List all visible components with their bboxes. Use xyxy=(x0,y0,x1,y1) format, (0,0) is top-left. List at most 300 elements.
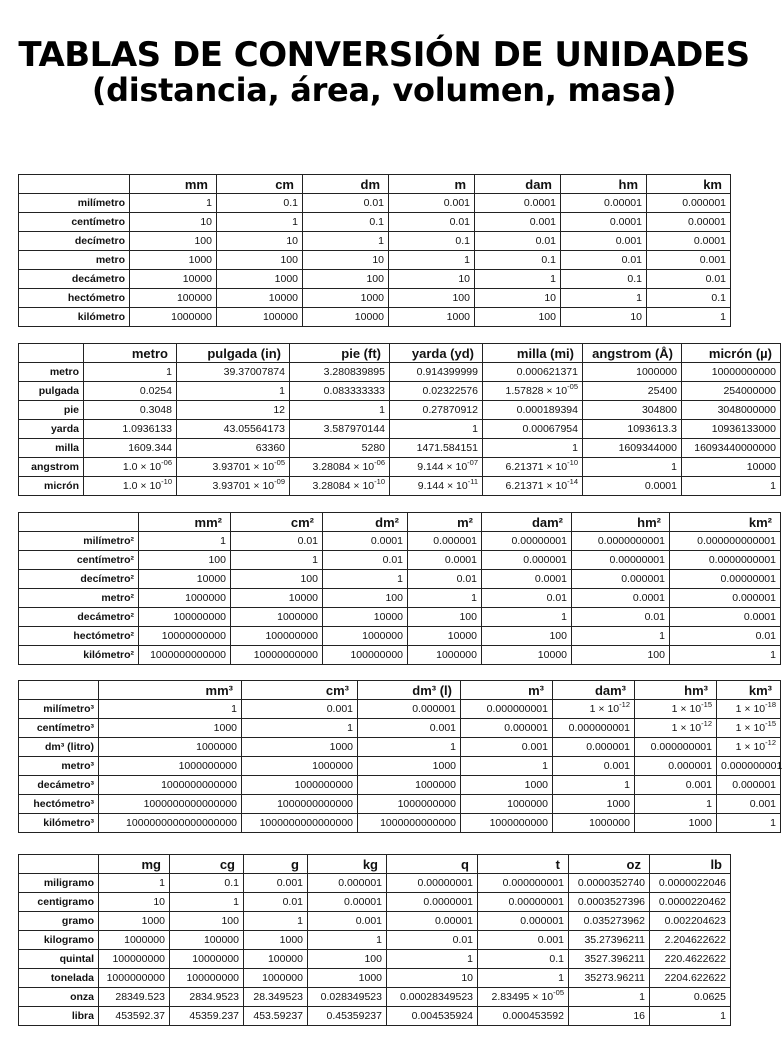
value-cell: 0.27870912 xyxy=(390,401,483,420)
value-cell: 1000000 xyxy=(139,589,231,608)
value-cell: 100000000 xyxy=(170,969,244,988)
value-cell: 3.280839895 xyxy=(290,363,390,382)
value-cell: 0.000000001 xyxy=(717,757,781,776)
value-cell: 43.05564173 xyxy=(177,420,290,439)
value-cell: 100 xyxy=(572,646,670,665)
value-cell: 1000000 xyxy=(244,969,308,988)
value-cell: 10936133000 xyxy=(682,420,781,439)
column-header: pulgada (in) xyxy=(177,344,290,363)
value-cell: 100000000 xyxy=(139,608,231,627)
value-cell: 0.001 xyxy=(475,213,561,232)
table-row xyxy=(19,893,731,912)
row-header: milla xyxy=(19,439,84,458)
value-cell: 1000 xyxy=(389,308,475,327)
table-distancia xyxy=(18,174,731,327)
value-cell: 0.000001 xyxy=(408,532,482,551)
value-cell: 0.0000220462 xyxy=(650,893,731,912)
value-cell: 0.000000001 xyxy=(478,874,569,893)
value-cell: 0.01 xyxy=(482,589,572,608)
value-cell: $3.93701 \times 10^{-09}$ xyxy=(177,477,290,496)
value-cell: 0.0000352740 xyxy=(569,874,650,893)
column-header: dm xyxy=(303,175,389,194)
column-header: t xyxy=(478,855,569,874)
value-cell: 0.000001 xyxy=(717,776,781,795)
table-row xyxy=(19,969,731,988)
table-volumen xyxy=(18,680,781,833)
value-cell: 0.000000001 xyxy=(461,700,553,719)
value-cell: 1 xyxy=(139,532,231,551)
value-cell: 0.01 xyxy=(647,270,731,289)
column-header: oz xyxy=(569,855,650,874)
table-row xyxy=(19,912,731,931)
value-cell: 100 xyxy=(389,289,475,308)
value-cell: 1 xyxy=(99,874,170,893)
value-cell: 1 xyxy=(290,401,390,420)
value-cell: 0.1 xyxy=(303,213,389,232)
row-header: centímetro³ xyxy=(19,719,99,738)
value-cell: 0.00000001 xyxy=(670,570,781,589)
value-cell: 100 xyxy=(475,308,561,327)
value-cell: 10000 xyxy=(130,270,217,289)
value-cell: 1 xyxy=(170,893,244,912)
value-cell: 1 xyxy=(308,931,387,950)
table-row xyxy=(19,551,781,570)
value-cell: 1000000000000 xyxy=(139,646,231,665)
column-header: cm² xyxy=(231,513,323,532)
value-cell: 10 xyxy=(130,213,217,232)
value-cell: 1 xyxy=(561,289,647,308)
value-cell: 0.01 xyxy=(670,627,781,646)
table-row xyxy=(19,477,781,496)
value-cell: 0.000189394 xyxy=(483,401,583,420)
column-header: dam xyxy=(475,175,561,194)
table-row xyxy=(19,213,731,232)
value-cell: 0.000001 xyxy=(308,874,387,893)
value-cell: 0.000001 xyxy=(553,738,635,757)
value-cell: 100 xyxy=(303,270,389,289)
column-header: mm² xyxy=(139,513,231,532)
table-row xyxy=(19,251,731,270)
row-header: decímetro² xyxy=(19,570,139,589)
value-cell: 10000 xyxy=(482,646,572,665)
value-cell: 0.0001 xyxy=(475,194,561,213)
value-cell: 1 xyxy=(389,251,475,270)
value-cell: 0.1 xyxy=(475,251,561,270)
value-cell: 0.0000000001 xyxy=(670,551,781,570)
value-cell: 0.000000001 xyxy=(635,738,717,757)
row-header: dm³ (litro) xyxy=(19,738,99,757)
row-header: milímetro² xyxy=(19,532,139,551)
value-cell: 1000 xyxy=(635,814,717,833)
value-cell: $1 \times 10^{-18}$ xyxy=(717,700,781,719)
row-header: tonelada xyxy=(19,969,99,988)
column-header: hm² xyxy=(572,513,670,532)
value-cell: 1 xyxy=(358,738,461,757)
column-header: m³ xyxy=(461,681,553,700)
row-header: kilogramo xyxy=(19,931,99,950)
table-row xyxy=(19,308,731,327)
row-header: pie xyxy=(19,401,84,420)
row-header: decámetro² xyxy=(19,608,139,627)
header-row xyxy=(19,344,781,363)
value-cell: 10000 xyxy=(323,608,408,627)
value-cell: 1000 xyxy=(461,776,553,795)
row-header: metro xyxy=(19,251,130,270)
row-header: pulgada xyxy=(19,382,84,401)
value-cell: 1000000 xyxy=(242,757,358,776)
value-cell: 0.001 xyxy=(242,700,358,719)
value-cell: 100 xyxy=(139,551,231,570)
table-distancia-imperial xyxy=(18,343,781,496)
row-header: libra xyxy=(19,1007,99,1026)
column-header: dm² xyxy=(323,513,408,532)
column-header: m xyxy=(389,175,475,194)
table-area xyxy=(18,512,781,665)
value-cell: 0.1 xyxy=(561,270,647,289)
value-cell: $9.144 \times 10^{-11}$ xyxy=(390,477,483,496)
header-row xyxy=(19,681,781,700)
value-cell: 0.0001 xyxy=(647,232,731,251)
column-header: cm xyxy=(217,175,303,194)
value-cell: 1000000 xyxy=(323,627,408,646)
table-row xyxy=(19,719,781,738)
value-cell: 1000 xyxy=(99,912,170,931)
value-cell: 1000000000000000000 xyxy=(99,814,242,833)
value-cell: 28349.523 xyxy=(99,988,170,1007)
value-cell: 0.000001 xyxy=(358,700,461,719)
value-cell: 1 xyxy=(177,382,290,401)
row-header: onza xyxy=(19,988,99,1007)
value-cell: 0.0001 xyxy=(408,551,482,570)
value-cell: 10000000000 xyxy=(139,627,231,646)
value-cell: 10000 xyxy=(217,289,303,308)
row-header: metro³ xyxy=(19,757,99,776)
column-header: kg xyxy=(308,855,387,874)
value-cell: 0.914399999 xyxy=(390,363,483,382)
column-header: metro xyxy=(84,344,177,363)
value-cell: 1 xyxy=(231,551,323,570)
value-cell: 0.01 xyxy=(408,570,482,589)
value-cell: 1.0936133 xyxy=(84,420,177,439)
row-header: micrón xyxy=(19,477,84,496)
column-header: mm xyxy=(130,175,217,194)
table-row xyxy=(19,382,781,401)
value-cell: 1 xyxy=(323,570,408,589)
table-row xyxy=(19,608,781,627)
value-cell: 254000000 xyxy=(682,382,781,401)
value-cell: 1000 xyxy=(303,289,389,308)
value-cell: 10 xyxy=(475,289,561,308)
value-cell: 10000000 xyxy=(170,950,244,969)
table-row xyxy=(19,738,781,757)
value-cell: 1000 xyxy=(308,969,387,988)
value-cell: 0.0254 xyxy=(84,382,177,401)
title-line-2: (distancia, área, volumen, masa) xyxy=(91,70,677,109)
value-cell: 0.0625 xyxy=(650,988,731,1007)
row-header: decímetro xyxy=(19,232,130,251)
page-title xyxy=(0,35,768,109)
table-row xyxy=(19,931,731,950)
value-cell: 0.0003527396 xyxy=(569,893,650,912)
table-row xyxy=(19,420,781,439)
value-cell: 0.3048 xyxy=(84,401,177,420)
value-cell: 1000000 xyxy=(583,363,682,382)
value-cell: 100 xyxy=(482,627,572,646)
value-cell: 100 xyxy=(308,950,387,969)
row-header: kilómetro³ xyxy=(19,814,99,833)
value-cell: 35.27396211 xyxy=(569,931,650,950)
table-row xyxy=(19,757,781,776)
table-row xyxy=(19,270,731,289)
column-header: yarda (yd) xyxy=(390,344,483,363)
value-cell: 1 xyxy=(475,270,561,289)
row-header: hectómetro² xyxy=(19,627,139,646)
value-cell: 0.1 xyxy=(389,232,475,251)
column-header: km³ xyxy=(717,681,781,700)
row-header: decámetro xyxy=(19,270,130,289)
table-row xyxy=(19,232,731,251)
value-cell: 0.0000022046 xyxy=(650,874,731,893)
value-cell: 10 xyxy=(389,270,475,289)
value-cell: 1000000000 xyxy=(461,814,553,833)
value-cell: 10 xyxy=(99,893,170,912)
value-cell: 1 xyxy=(130,194,217,213)
table-row xyxy=(19,363,781,382)
value-cell: 100 xyxy=(170,912,244,931)
value-cell: 100 xyxy=(408,608,482,627)
row-header: yarda xyxy=(19,420,84,439)
value-cell: 0.01 xyxy=(475,232,561,251)
value-cell: 0.000001 xyxy=(461,719,553,738)
value-cell: 0.1 xyxy=(647,289,731,308)
value-cell: 453592.37 xyxy=(99,1007,170,1026)
table-row xyxy=(19,988,731,1007)
value-cell: 1000000 xyxy=(408,646,482,665)
value-cell: $3.28084 \times 10^{-10}$ xyxy=(290,477,390,496)
value-cell: 0.01 xyxy=(231,532,323,551)
value-cell: 1 xyxy=(650,1007,731,1026)
value-cell: 1 xyxy=(387,950,478,969)
value-cell: 10000000000 xyxy=(682,363,781,382)
value-cell: 1 xyxy=(717,814,781,833)
value-cell: 1 xyxy=(408,589,482,608)
value-cell: 0.0001 xyxy=(482,570,572,589)
table-row xyxy=(19,1007,731,1026)
value-cell: 100000 xyxy=(244,950,308,969)
value-cell: 39.37007874 xyxy=(177,363,290,382)
value-cell: 1 xyxy=(682,477,781,496)
column-header: mm³ xyxy=(99,681,242,700)
value-cell: 10 xyxy=(303,251,389,270)
value-cell: 0.01 xyxy=(244,893,308,912)
column-header: dam² xyxy=(482,513,572,532)
value-cell: 100 xyxy=(323,589,408,608)
value-cell: 0.00001 xyxy=(647,213,731,232)
column-header: micrón (µ) xyxy=(682,344,781,363)
value-cell: 0.000001 xyxy=(647,194,731,213)
value-cell: $3.28084 \times 10^{-06}$ xyxy=(290,458,390,477)
value-cell: 1000000000 xyxy=(99,757,242,776)
value-cell: $9.144 \times 10^{-07}$ xyxy=(390,458,483,477)
value-cell: 0.00028349523 xyxy=(387,988,478,1007)
row-header: hectómetro³ xyxy=(19,795,99,814)
value-cell: 0.000001 xyxy=(478,912,569,931)
value-cell: 1 xyxy=(569,988,650,1007)
row-header: kilómetro xyxy=(19,308,130,327)
column-header: hm³ xyxy=(635,681,717,700)
corner-cell xyxy=(19,681,99,700)
value-cell: 2834.9523 xyxy=(170,988,244,1007)
value-cell: 1 xyxy=(303,232,389,251)
value-cell: 0.001 xyxy=(358,719,461,738)
value-cell: 0.001 xyxy=(244,874,308,893)
value-cell: 16 xyxy=(569,1007,650,1026)
table-row xyxy=(19,570,781,589)
value-cell: 35273.96211 xyxy=(569,969,650,988)
value-cell: 0.01 xyxy=(303,194,389,213)
value-cell: 0.004535924 xyxy=(387,1007,478,1026)
value-cell: 0.00001 xyxy=(308,893,387,912)
value-cell: 0.45359237 xyxy=(308,1007,387,1026)
table-row xyxy=(19,439,781,458)
value-cell: 45359.237 xyxy=(170,1007,244,1026)
value-cell: 3048000000 xyxy=(682,401,781,420)
value-cell: 0.1 xyxy=(478,950,569,969)
value-cell: 1 xyxy=(461,757,553,776)
value-cell: 0.01 xyxy=(572,608,670,627)
value-cell: 0.001 xyxy=(553,757,635,776)
value-cell: 1 xyxy=(84,363,177,382)
column-header: cm³ xyxy=(242,681,358,700)
value-cell: 0.000001 xyxy=(635,757,717,776)
table-row xyxy=(19,532,781,551)
value-cell: 0.00000001 xyxy=(478,893,569,912)
column-header: angstrom (Å) xyxy=(583,344,682,363)
column-header: km² xyxy=(670,513,781,532)
value-cell: 0.028349523 xyxy=(308,988,387,1007)
value-cell: 304800 xyxy=(583,401,682,420)
column-header: lb xyxy=(650,855,731,874)
value-cell: 1 xyxy=(647,308,731,327)
value-cell: 0.00067954 xyxy=(483,420,583,439)
value-cell: 0.000001 xyxy=(572,570,670,589)
row-header: decámetro³ xyxy=(19,776,99,795)
column-header: q xyxy=(387,855,478,874)
value-cell: 0.0001 xyxy=(561,213,647,232)
value-cell: 1 xyxy=(553,776,635,795)
value-cell: 10000 xyxy=(682,458,781,477)
value-cell: 1000 xyxy=(358,757,461,776)
value-cell: $1 \times 10^{-12}$ xyxy=(717,738,781,757)
table-row xyxy=(19,795,781,814)
value-cell: 1000000000 xyxy=(99,969,170,988)
value-cell: 0.02322576 xyxy=(390,382,483,401)
value-cell: 1609344000 xyxy=(583,439,682,458)
row-header: milímetro xyxy=(19,194,130,213)
header-row xyxy=(19,175,731,194)
table-masa xyxy=(18,854,731,1026)
value-cell: 1609.344 xyxy=(84,439,177,458)
corner-cell xyxy=(19,175,130,194)
table-row xyxy=(19,627,781,646)
corner-cell xyxy=(19,344,84,363)
table-row xyxy=(19,458,781,477)
value-cell: 220.4622622 xyxy=(650,950,731,969)
row-header: angstrom xyxy=(19,458,84,477)
value-cell: 25400 xyxy=(583,382,682,401)
value-cell: 12 xyxy=(177,401,290,420)
value-cell: 100 xyxy=(231,570,323,589)
value-cell: 100000 xyxy=(170,931,244,950)
column-header: km xyxy=(647,175,731,194)
row-header: centímetro² xyxy=(19,551,139,570)
value-cell: 1 xyxy=(390,420,483,439)
value-cell: 1 xyxy=(242,719,358,738)
value-cell: 0.035273962 xyxy=(569,912,650,931)
column-header: milla (mi) xyxy=(483,344,583,363)
value-cell: $1 \times 10^{-12}$ xyxy=(635,719,717,738)
value-cell: 1 xyxy=(217,213,303,232)
table-row xyxy=(19,646,781,665)
value-cell: 1000000 xyxy=(130,308,217,327)
value-cell: $1.0 \times 10^{-06}$ xyxy=(84,458,177,477)
value-cell: 1000 xyxy=(244,931,308,950)
value-cell: 0.1 xyxy=(170,874,244,893)
value-cell: 100 xyxy=(130,232,217,251)
value-cell: 0.000453592 xyxy=(478,1007,569,1026)
row-header: gramo xyxy=(19,912,99,931)
value-cell: 10000000000 xyxy=(231,646,323,665)
value-cell: 10000 xyxy=(231,589,323,608)
value-cell: 0.083333333 xyxy=(290,382,390,401)
value-cell: 0.01 xyxy=(389,213,475,232)
value-cell: 1000000000000 xyxy=(358,814,461,833)
column-header: dam³ xyxy=(553,681,635,700)
value-cell: 1000000000000 xyxy=(242,795,358,814)
value-cell: 0.00000001 xyxy=(482,532,572,551)
value-cell: 100000000 xyxy=(323,646,408,665)
value-cell: 10 xyxy=(387,969,478,988)
value-cell: 10 xyxy=(561,308,647,327)
table-row xyxy=(19,401,781,420)
value-cell: 1000000 xyxy=(553,814,635,833)
value-cell: 1000000000000000 xyxy=(99,795,242,814)
value-cell: 10000 xyxy=(139,570,231,589)
table-row xyxy=(19,194,731,213)
row-header: hectómetro xyxy=(19,289,130,308)
value-cell: 1 xyxy=(478,969,569,988)
title-line-1: TABLAS DE CONVERSIÓN DE UNIDADES xyxy=(18,35,750,75)
value-cell: 0.00001 xyxy=(387,912,478,931)
value-cell: 100000 xyxy=(130,289,217,308)
row-header: kilómetro² xyxy=(19,646,139,665)
value-cell: $1 \times 10^{-15}$ xyxy=(635,700,717,719)
corner-cell xyxy=(19,513,139,532)
value-cell: 0.0001 xyxy=(670,608,781,627)
value-cell: 2204.622622 xyxy=(650,969,731,988)
value-cell: 0.0001 xyxy=(583,477,682,496)
value-cell: 63360 xyxy=(177,439,290,458)
value-cell: 10000 xyxy=(303,308,389,327)
value-cell: 0.001 xyxy=(461,738,553,757)
value-cell: 0.001 xyxy=(389,194,475,213)
header-row xyxy=(19,855,731,874)
corner-cell xyxy=(19,855,99,874)
table-row xyxy=(19,874,731,893)
value-cell: 0.0000001 xyxy=(387,893,478,912)
value-cell: 0.00000001 xyxy=(572,551,670,570)
value-cell: 1 xyxy=(483,439,583,458)
